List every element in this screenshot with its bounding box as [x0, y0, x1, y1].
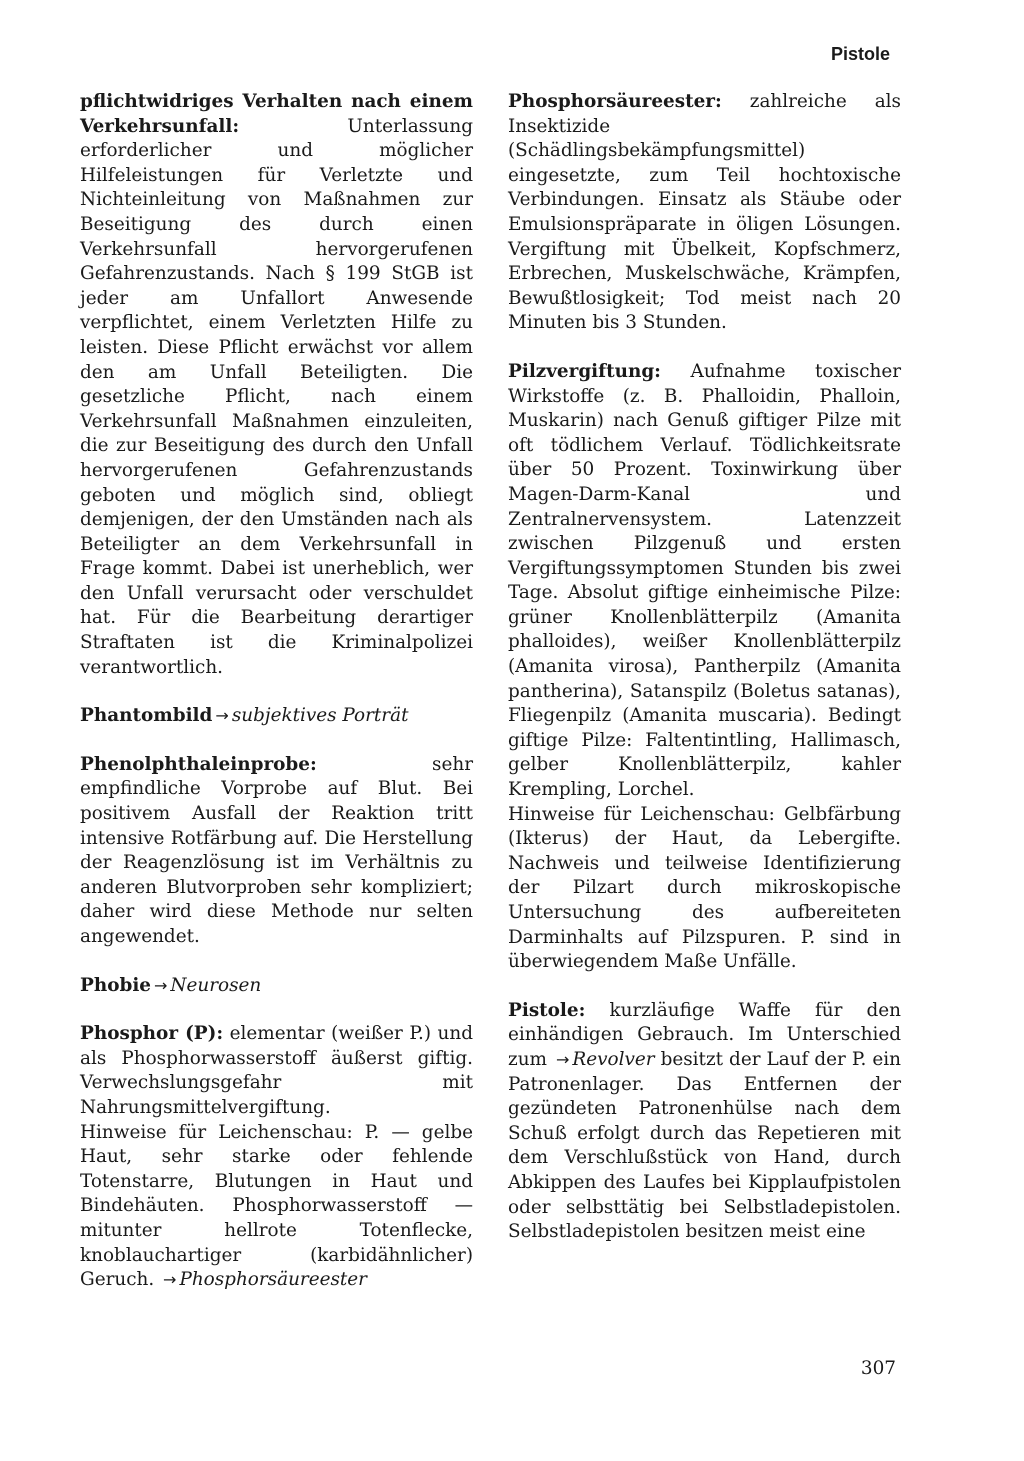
entry-phenolphthaleinprobe — [80, 753, 473, 950]
right-column — [508, 90, 901, 1269]
entry-body — [80, 753, 473, 950]
cross-reference[interactable]: Phosphorsäureester — [179, 1269, 367, 1291]
entry-phosphor — [80, 1022, 473, 1293]
entry-body — [80, 974, 473, 999]
entry-text: kurzläufige Waffe für den einhändigen Gebrauch. Im Unterschied zum — [508, 999, 901, 1070]
entry-term: pflichtwidriges Verhalten nach einem Verkehrsunfall: — [80, 91, 473, 137]
cross-reference-arrow-icon: → — [163, 1270, 177, 1290]
entry-term: Phantombild — [80, 705, 213, 727]
entry-phantombild — [80, 704, 473, 729]
entry-body-continued — [80, 1121, 473, 1293]
entry-text: Hinweise für Leichenschau: P. — gelbe Haut, sehr starke oder fehlende Totenstarre, Blutungen in Haut und Bindehäuten. Phosphorwasserstoff — mitunter hellrote Totenflecke, knoblauchartiger (karbidähnlicher) Geruch. — [80, 1121, 473, 1291]
entry-term: Phobie — [80, 974, 152, 996]
cross-reference-arrow-icon: → — [215, 706, 229, 726]
left-column — [80, 90, 473, 1317]
entry-body — [508, 999, 901, 1245]
entry-text: Aufnahme toxischer Wirkstoffe (z. B. Phalloidin, Phalloin, Muskarin) nach Genuß giftiger Pilze mit oft tödlichem Verlauf. Tödlichkeitsrate über 50 Prozent. Toxinwirkung über Magen-Darm-Kanal und Zentralnervensystem. Latenzzeit zwischen Pilzgenuß und ersten Vergiftungssymptomen Stunden bis zwei Tage. Absolut giftige einheimische Pilze: grüner Knollenblätterpilz (Amanita phalloides), weißer Knollenblätterpilz (Amanita virosa), Pantherpilz (Amanita pantherina), Satanspilz (Boletus satanas), Fliegenpilz (Amanita muscaria). Bedingt giftige Pilze: Faltentintling, Hallimasch, gelber Knollenblätterpilz, kahler Krempling, Lorchel. — [508, 360, 901, 801]
running-head: Pistole — [830, 44, 890, 64]
entry-pflichtwidriges-verhalten — [80, 90, 473, 680]
entry-body — [80, 704, 473, 729]
entry-term: Phosphorsäureester: — [508, 91, 722, 112]
entry-text: sehr empfindliche Vorprobe auf Blut. Bei positivem Ausfall der Reaktion tritt intensive Rotfärbung auf. Die Herstellung der Reagenzlösung ist im Verhältnis zu anderen Blutvorproben sehr kompliziert; daher wird diese Methode nur selten angewendet. — [80, 753, 473, 947]
entry-term: Phosphor (P): — [80, 1023, 224, 1045]
entry-phosphorsaeureester — [508, 90, 901, 336]
entry-text: elementar (weißer P.) und als Phosphorwasserstoff äußerst giftig. Verwechslungsgefahr mit Nahrungsmittelvergiftung. — [80, 1023, 473, 1118]
entry-text: Hinweise für Leichenschau: Gelbfärbung (Ikterus) der Haut, da Lebergifte. Nachweis und teilweise Identifizierung der Pilzart durch mikroskopische Untersuchung des aufbereiteten Darminhalts auf Pilzspuren. P. sind in überwiegendem Maße Unfälle. — [508, 803, 901, 973]
entry-phobie — [80, 974, 473, 999]
entry-term: Pilzvergiftung: — [508, 360, 661, 382]
entry-body — [80, 1022, 473, 1120]
cross-reference[interactable]: Revolver — [572, 1048, 655, 1070]
cross-reference-arrow-icon: → — [556, 1049, 570, 1069]
entry-body — [80, 90, 473, 680]
entry-body — [508, 90, 901, 336]
entry-pilzvergiftung — [508, 360, 901, 975]
cross-reference[interactable]: Neurosen — [170, 974, 262, 996]
entry-term: Phenolphthaleinprobe: — [80, 753, 317, 775]
entry-pistole — [508, 999, 901, 1245]
cross-reference-arrow-icon: → — [154, 975, 168, 995]
page-number: 307 — [860, 1358, 896, 1379]
cross-reference[interactable]: subjektives Porträt — [231, 705, 409, 727]
entry-body — [508, 360, 901, 803]
entry-term: Pistole: — [508, 999, 586, 1021]
entry-text: Unterlassung erforderlicher und möglicher Hilfeleistungen für Verletzte und Nichteinleitung von Maßnahmen zur Beseitigung des durch einen Verkehrsunfall hervorgerufenen Gefahrenzustands. Nach § 199 StGB ist jeder am Unfallort Anwesende verpflichtet, einem Verletzten Hilfe zu leisten. Diese Pflicht erwächst vor allem den am Unfall Beteiligten. Die gesetzliche Pflicht, nach einem Verkehrsunfall Maßnahmen einzuleiten, die zur Beseitigung des durch den Unfall hervorgerufenen Gefahrenzustands geboten und möglich sind, obliegt demjenigen, der den Umständen nach als Beteiligter an dem Verkehrsunfall in Frage kommt. Dabei ist unerheblich, wer den Unfall verursacht oder verschuldet hat. Für die Bearbeitung derartiger Straftaten ist die Kriminalpolizei verantwortlich. — [80, 115, 473, 678]
entry-body-continued — [508, 803, 901, 975]
entry-text: besitzt der Lauf der P. ein Patronenlager. Das Entfernen der gezündeten Patronenhülse nach dem Schuß erfolgt durch das Repetieren mit dem Verschlußstück von Hand, durch Abkippen des Laufes bei Kipplaufpistolen oder selbsttätig bei Selbstladepistolen. Selbstladepistolen besitzen meist eine — [508, 1048, 901, 1243]
entry-text: zahlreiche als Insektizide (Schädlingsbekämpfungsmittel) eingesetzte, zum Teil hochtoxische Verbindungen. Einsatz als Stäube oder Emulsionspräparate in öligen Lösungen. Vergiftung mit Übelkeit, Kopfschmerz, Erbrechen, Muskelschwäche, Krämpfen, Bewußtlosigkeit; Tod meist nach 20 Minuten bis 3 Stunden. — [508, 91, 901, 334]
